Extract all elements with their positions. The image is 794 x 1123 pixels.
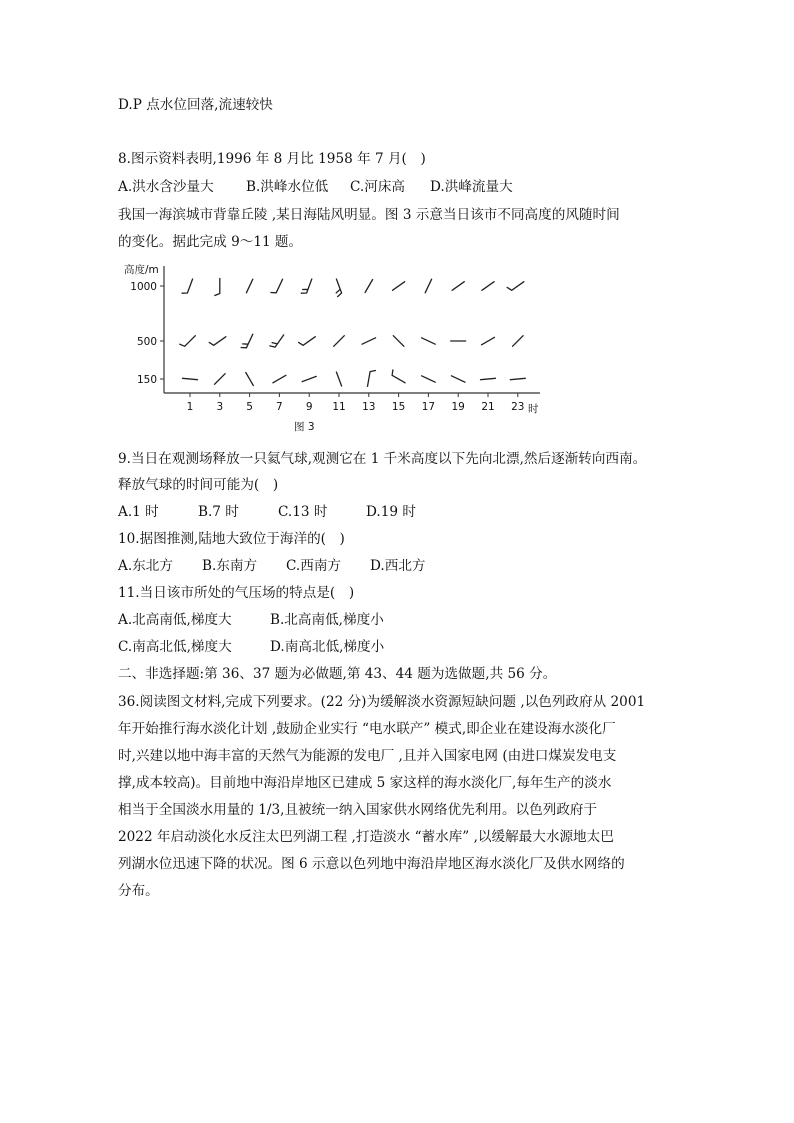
wind-barb-1000-11: [336, 279, 341, 297]
wind-barb-150-17: [422, 376, 436, 382]
q36-line-8: 分布。: [118, 883, 159, 899]
wind-barb-150-11: [336, 372, 341, 386]
x-tick-label: 13: [362, 401, 376, 413]
option-c: C.西南方: [286, 558, 342, 574]
section-heading: 二、非选择题:第 36、37 题为必做题,第 43、44 题为选做题,共 56 分。: [118, 666, 557, 682]
question-8: 8.图示资料表明,1996 年 8 月比 1958 年 7 月( ): [118, 151, 426, 167]
x-tick-label: 7: [276, 401, 283, 413]
wind-barb-150-13: [368, 371, 376, 387]
intro-paragraph-line-2: 的变化。据此完成 9～11 题。: [118, 234, 303, 250]
wind-barb-1000-3: [215, 279, 220, 296]
x-tick-label: 19: [451, 401, 465, 413]
option-a: A.东北方: [118, 558, 173, 574]
option-d: D.南高北低,梯度小: [270, 639, 385, 655]
wind-barb-150-23: [510, 378, 525, 379]
wind-barb-150-1: [183, 378, 198, 379]
wind-barb-500-13: [362, 338, 376, 344]
wind-barb-1000-7: [271, 279, 283, 293]
wind-barb-1000-17: [425, 279, 431, 293]
y-axis-label: 高度/m: [124, 264, 159, 276]
wind-barb-150-5: [246, 373, 254, 386]
wind-barb-500-23: [513, 336, 524, 347]
option-a: A.北高南低,梯度大: [118, 612, 232, 628]
option-d: D.19 时: [366, 504, 416, 520]
wind-barb-500-7: [270, 335, 284, 347]
option-b: B.7 时: [198, 504, 239, 520]
question-11: 11.当日该市所处的气压场的特点是( ): [118, 585, 355, 601]
wind-barb-150-19: [451, 376, 465, 382]
y-tick-label: 1000: [130, 281, 157, 293]
q36-line-1: 36.阅读图文材料,完成下列要求。(22 分)为缓解淡水资源短缺问题 ,以色列政府从 2001: [118, 694, 646, 710]
question-9-line-2: 释放气球的时间可能为( ): [118, 477, 279, 493]
x-tick-label: 15: [391, 401, 406, 413]
wind-barb-1000-9: [301, 279, 312, 293]
x-tick-label: 11: [332, 401, 346, 413]
wind-barb-1000-19: [452, 282, 464, 291]
option-c: C.河床高: [350, 179, 406, 195]
x-tick-label: 17: [421, 401, 436, 413]
wind-barb-500-15: [393, 336, 404, 347]
option-a: A.1 时: [118, 504, 159, 520]
wind-barb-500-21: [482, 337, 495, 345]
wind-barb-500-1: [180, 336, 196, 347]
q36-line-6: 2022 年启动淡化水反注太巴列湖工程 ,打造淡水 “蓄水库” ,以缓解最大水源地太巴: [118, 829, 614, 845]
q36-line-7: 列湖水位迅速下降的状况。图 6 示意以色列地中海沿岸地区海水淡化厂及供水网络的: [118, 856, 625, 872]
question-9-options: [118, 503, 416, 521]
x-tick-label: 21: [481, 401, 495, 413]
wind-barb-500-9: [299, 337, 316, 346]
option-line-prev-d: D.P 点水位回落,流速较快: [118, 97, 273, 113]
wind-barb-1000-23: [507, 282, 524, 291]
option-d: D.西北方: [370, 558, 426, 574]
wind-barb-150-21: [481, 378, 496, 379]
y-tick-label: 500: [136, 336, 157, 348]
wind-barb-chart: [118, 258, 558, 438]
wind-barb-1000-1: [182, 279, 193, 293]
option-c: C.南高北低,梯度大: [118, 639, 232, 655]
wind-barb-150-15: [392, 370, 405, 383]
x-axis-unit: 时: [528, 403, 539, 415]
option-a: A.洪水含沙量大: [118, 179, 214, 195]
q36-line-2: 年开始推行海水淡化计划 ,鼓励企业实行 “电水联产” 模式,即企业在建设海水淡化厂: [118, 721, 616, 737]
y-tick-label: 150: [136, 374, 157, 386]
question-11-options-ab: [118, 611, 384, 629]
question-10-options: [118, 557, 426, 575]
q36-line-4: 撑,成本较高)。目前地中海沿岸地区已建成 5 家这样的海水淡化厂,每年生产的淡水: [118, 775, 612, 791]
x-tick-label: 3: [216, 401, 224, 413]
option-b: B.北高南低,梯度小: [270, 612, 384, 628]
option-b: B.洪峰水位低: [246, 179, 329, 195]
wind-barb-1000-5: [246, 279, 252, 293]
q36-line-5: 相当于全国淡水用量的 1/3,且被统一纳入国家供水网络优先利用。以色列政府于: [118, 802, 598, 818]
x-tick-label: 23: [511, 401, 525, 413]
question-9-line-1: 9.当日在观测场释放一只氦气球,观测它在 1 千米高度以下先向北漂,然后逐渐转向西南。: [118, 451, 647, 467]
intro-paragraph-line-1: 我国一海滨城市背靠丘陵 ,某日海陆风明显。图 3 示意当日该市不同高度的风随时间: [118, 207, 620, 223]
wind-barb-1000-15: [393, 282, 405, 291]
wind-barb-500-3: [209, 337, 226, 346]
x-tick-label: 9: [305, 401, 313, 413]
q36-line-3: 时,兴建以地中海丰富的天然气为能源的发电厂 ,且并入国家电网 (由进口煤炭发电支: [118, 748, 617, 764]
wind-barb-500-17: [422, 338, 436, 344]
wind-barb-150-7: [273, 375, 286, 383]
wind-barb-1000-13: [365, 280, 373, 293]
option-b: B.东南方: [202, 558, 258, 574]
wind-barb-150-3: [215, 374, 226, 385]
figure-caption: 图 3: [294, 421, 315, 433]
option-c: C.13 时: [278, 504, 328, 520]
option-d: D.洪峰流量大: [430, 179, 513, 195]
question-11-options-cd: [118, 638, 384, 656]
wind-barb-500-5: [241, 334, 253, 348]
x-tick-label: 5: [246, 401, 253, 413]
wind-barb-1000-21: [482, 282, 494, 291]
wind-barb-500-11: [334, 336, 345, 347]
question-10: 10.据图推测,陆地大致位于海洋的( ): [118, 531, 345, 547]
question-8-options: [118, 178, 513, 196]
wind-barb-150-9: [302, 376, 316, 381]
x-tick-label: 1: [186, 401, 194, 413]
